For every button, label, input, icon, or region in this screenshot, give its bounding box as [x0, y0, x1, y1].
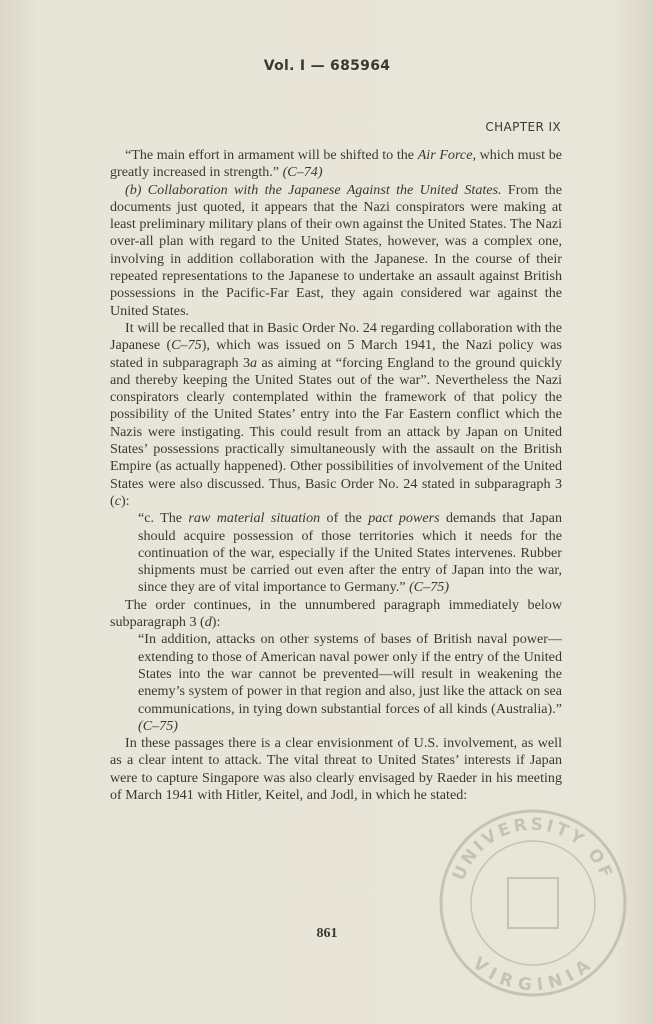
text-run: It will be recalled that in Basic Order No. 24 regarding collaboration with the Japanese ( [110, 319, 562, 354]
paragraph-basic-order [110, 320, 562, 510]
italic-run: raw material situation [188, 510, 321, 527]
block-quote-naval-power [138, 631, 562, 735]
italic-run: d [204, 614, 212, 631]
italic-run: c [114, 492, 121, 509]
section-heading: (b) Collaboration with the Japanese Against the United States. [125, 181, 502, 198]
seal-bottom-text: VIRGINIA [468, 953, 598, 996]
text-run: ), which was issued on 5 March 1941, the Nazi policy was stated in subparagraph 3 [110, 337, 562, 371]
paragraph-envisionment: In these passages there is a clear envisionment of U.S. involvement, as well as a clear intent to attack. The vital threat to United States’ interests if Japan were to capture Singapore was also clearly envisaged by Raeder in his meeting of March 1941 with Hitler, Keitel, and Jodl, in which he stated: [110, 735, 562, 803]
text-run: ): [120, 492, 130, 509]
italic-run: a [250, 354, 258, 371]
svg-text:UNIVERSITY OF [449, 815, 617, 884]
paragraph-collaboration [110, 182, 562, 320]
university-seal-watermark [438, 808, 628, 998]
text-run: The order continues, in the unnumbered paragraph immediately below subparagraph 3 ( [110, 596, 562, 631]
citation: (C–74) [282, 164, 323, 181]
paragraph-order-continues [110, 597, 562, 632]
page-number: 861 [316, 926, 338, 941]
svg-text:VIRGINIA [469, 954, 598, 996]
paragraph-air-force-quote [110, 147, 562, 182]
text-run: “c. The [138, 510, 189, 527]
citation: (C–75) [409, 579, 450, 596]
text-run: as aiming at “forcing England to the ground quickly and thereby keeping the United States out of the war”. Nevertheless the Nazi conspirators clearly contemplated within the framework of that policy the possibility of the United States’ entry into the Far Eastern conflict which the Nazis were instigating. This could result from an attack by Japan on United States’ possessions practically simultaneously with the assault on the British Empire (as actually happened). Other possibilities of involvement of the United States were also discussed. Thus, Basic Order No. 24 stated in subparagraph 3 ( [110, 354, 562, 509]
italic-run: pact powers [368, 510, 440, 527]
citation: C–75 [171, 337, 202, 354]
block-quote-raw-material [138, 510, 562, 596]
text-run: demands that Japan should acquire possession of those territories which it needs for the continuation of the war, especially if the United States intervenes. Rubber shipments must be carried out even after the entry of Japan into the war, since they are of vital importance to Germany.” [138, 510, 562, 596]
text-run: From the documents just quoted, it appears that the Nazi conspirators were making at least preliminary military plans of their own against the United States. The Nazi over-all plan with regard to the United States, however, was a complex one, involving in addition collaboration with the Japanese. In the course of their repeated representations to the Japanese to undertake an assault against British possessions in the Pacific-Far East, they again considered war against the United States. [110, 181, 562, 319]
text-run: “In addition, attacks on other systems of bases of British naval power—extending to those of American naval power only if the entry of the United States into the war cannot be prevented—will result in weakening the enemy’s system of power in that region and also, just like the attack on sea communications, in tying down substantial forces of all kinds (Australia).” [138, 631, 562, 717]
text-run: which must be greatly increased in strength.” [110, 147, 563, 181]
citation: (C–75) [138, 717, 178, 734]
italic-run: Air Force, [417, 147, 476, 163]
body-text [110, 147, 562, 804]
text-run: of the [320, 510, 369, 527]
text-run: “The main effort in armament will be shifted to the [125, 147, 418, 163]
running-header: Vol. I — 685964 [263, 58, 391, 74]
chapter-label: CHAPTER IX [485, 120, 561, 134]
text-run: ): [211, 614, 221, 631]
seal-top-text: UNIVERSITY OF [448, 814, 618, 884]
